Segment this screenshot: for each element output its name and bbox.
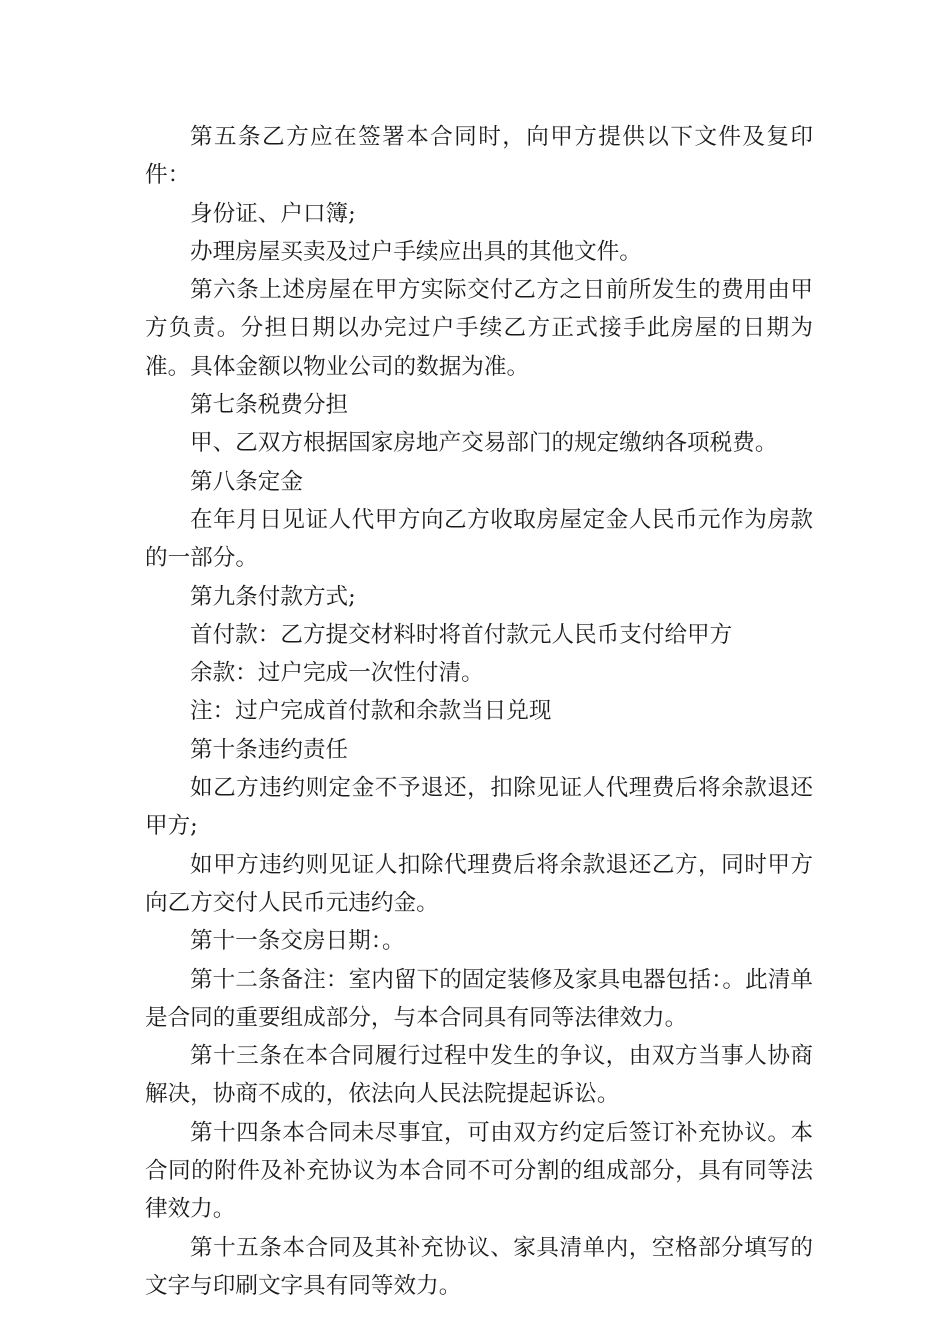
paragraph-article-8-body: 在年月日见证人代甲方向乙方收取房屋定金人民币元作为房款的一部分。 (145, 506, 813, 572)
paragraph-payment-note: 注：过户完成首付款和余款当日兑现 (190, 698, 552, 725)
paragraph-article-11: 第十一条交房日期：。 (190, 928, 405, 955)
paragraph-party-a-breach: 如甲方违约则见证人扣除代理费后将余款退还乙方，同时甲方向乙方交付人民币元违约金。 (145, 851, 813, 916)
paragraph-article-14: 第十四条本合同未尽事宜，可由双方约定后签订补充协议。本合同的附件及补充协议为本合同不可分割的组成部分，具有同等法律效力。 (145, 1119, 813, 1223)
contract-body (145, 118, 813, 1305)
paragraph-party-b-breach: 如乙方违约则定金不予退还，扣除见证人代理费后将余款退还甲方; (145, 775, 813, 840)
paragraph-article-5: 第五条乙方应在签署本合同时，向甲方提供以下文件及复印件： (145, 124, 813, 189)
paragraph-article-8-heading: 第八条定金 (190, 468, 303, 495)
paragraph-article-9-heading: 第九条付款方式; (190, 583, 356, 610)
paragraph-article-13: 第十三条在本合同履行过程中发生的争议，由双方当事人协商解决，协商不成的，依法向人民法院提起诉讼。 (145, 1043, 813, 1108)
paragraph-other-documents: 办理房屋买卖及过户手续应出具的其他文件。 (190, 238, 642, 265)
paragraph-article-15: 第十五条本合同及其补充协议、家具清单内，空格部分填写的文字与印刷文字具有同等效力。 (145, 1234, 813, 1299)
paragraph-id-documents: 身份证、户口簿; (190, 200, 356, 227)
paragraph-article-6: 第六条上述房屋在甲方实际交付乙方之日前所发生的费用由甲方负责。分担日期以办完过户手续乙方正式接手此房屋的日期为准。具体金额以物业公司的数据为准。 (145, 277, 813, 380)
paragraph-article-10-heading: 第十条违约责任 (190, 736, 349, 763)
paragraph-article-12: 第十二条备注：室内留下的固定装修及家具电器包括：。此清单是合同的重要组成部分，与本合同具有同等法律效力。 (145, 966, 813, 1031)
paragraph-down-payment: 首付款：乙方提交材料时将首付款元人民币支付给甲方 (190, 621, 733, 648)
paragraph-article-7-body: 甲、乙双方根据国家房地产交易部门的规定缴纳各项税费。 (190, 430, 778, 457)
paragraph-balance: 余款：过户完成一次性付清。 (190, 660, 484, 687)
paragraph-article-7-heading: 第七条税费分担 (190, 392, 349, 419)
